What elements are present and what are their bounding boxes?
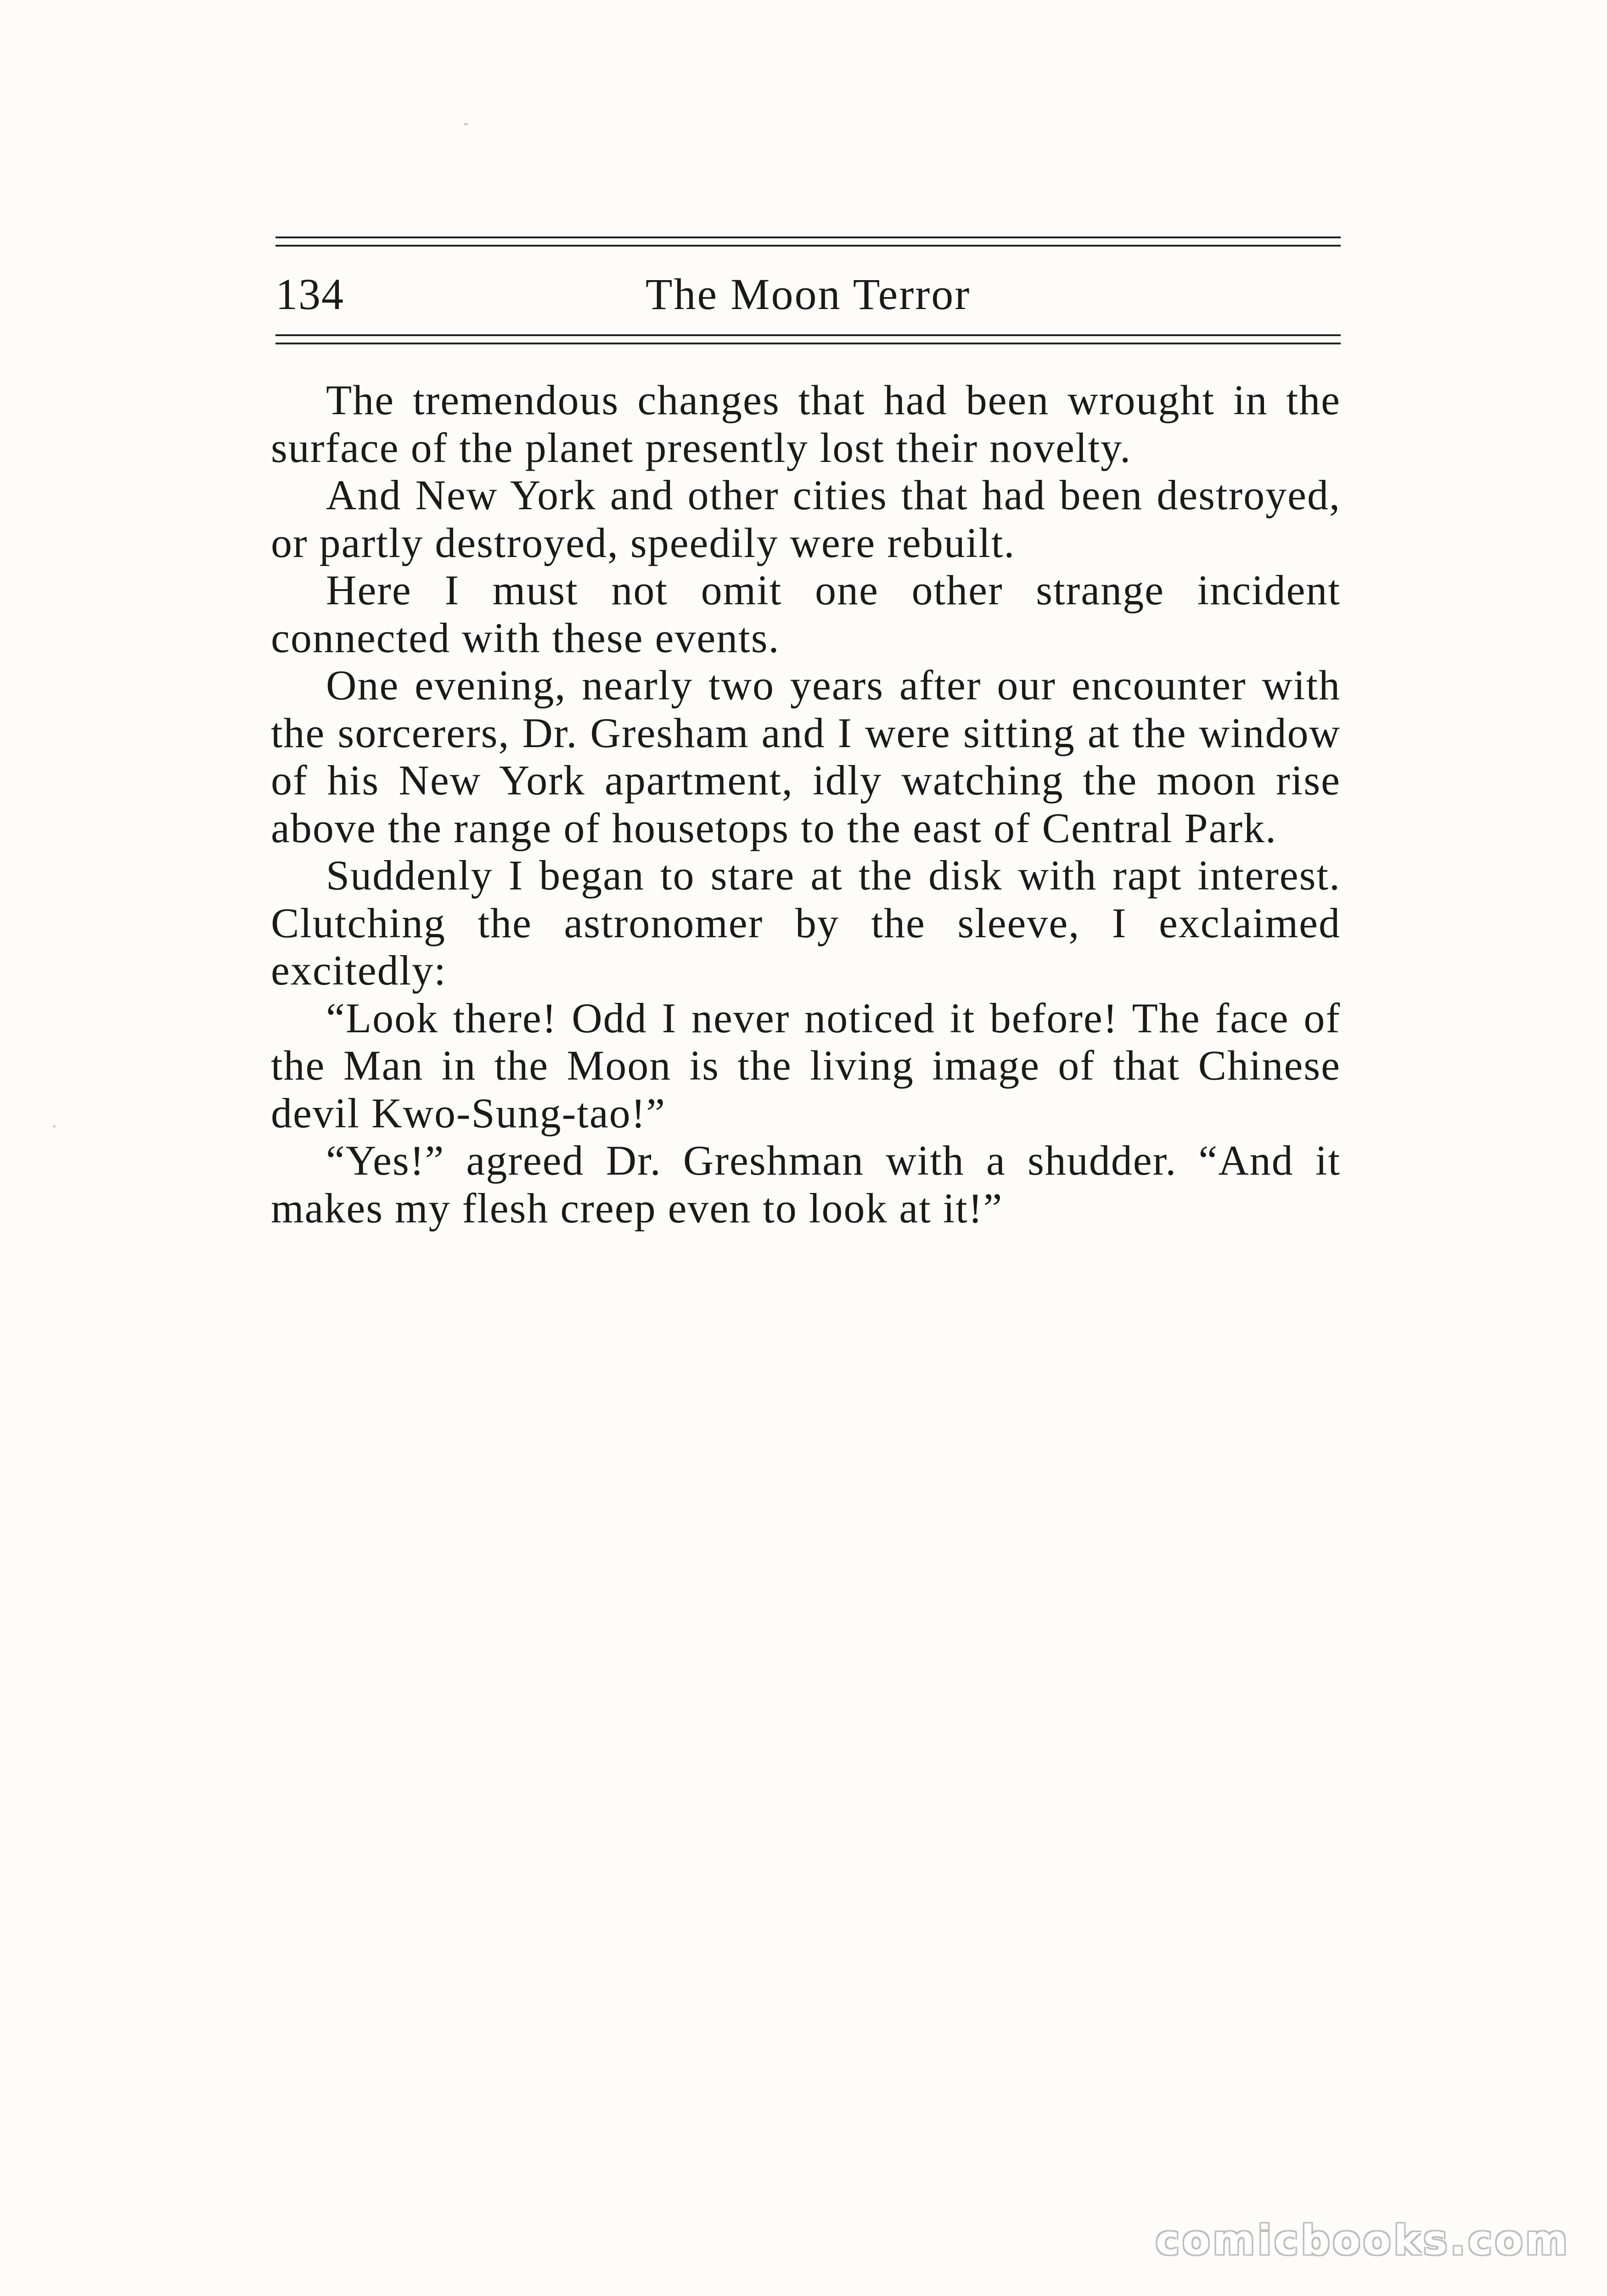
rule-line (275, 245, 1341, 247)
paper-speck (464, 123, 468, 125)
paragraph: Suddenly I began to stare at the disk with rapt interest. Clutching the astronomer by the sleeve, I exclaimed excitedly: (271, 852, 1341, 994)
paragraph: The tremendous changes that had been wrought in the surface of the planet presently lost their novelty. (271, 377, 1341, 471)
rule-line (275, 343, 1341, 344)
paragraph: “Look there! Odd I never noticed it before! The face of the Man in the Moon is the living image of that Chinese devil Kwo-Sung-tao!” (271, 994, 1341, 1137)
paragraph: And New York and other cities that had been destroyed, or partly destroyed, speedily were rebuilt. (271, 472, 1341, 566)
body-text (271, 377, 1341, 1232)
paragraph: Here I must not omit one other strange incident connected with these events. (271, 567, 1341, 661)
header-rule-bottom (275, 334, 1341, 344)
paper-speck (53, 1125, 56, 1128)
page-number: 134 (275, 270, 344, 319)
paragraph: One evening, nearly two years after our encounter with the sorcerers, Dr. Gresham and I were sitting at the window of his New York apartment, idly watching the moon rise above the range of housetops to the east of Central Park. (271, 662, 1341, 851)
running-header (275, 259, 1341, 324)
watermark: comicbooks.com (1155, 2217, 1570, 2264)
header-rule-top (275, 236, 1341, 247)
running-title: The Moon Terror (645, 270, 971, 319)
paragraph: “Yes!” agreed Dr. Greshman with a shudder. “And it makes my flesh creep even to look at it!” (271, 1137, 1341, 1232)
